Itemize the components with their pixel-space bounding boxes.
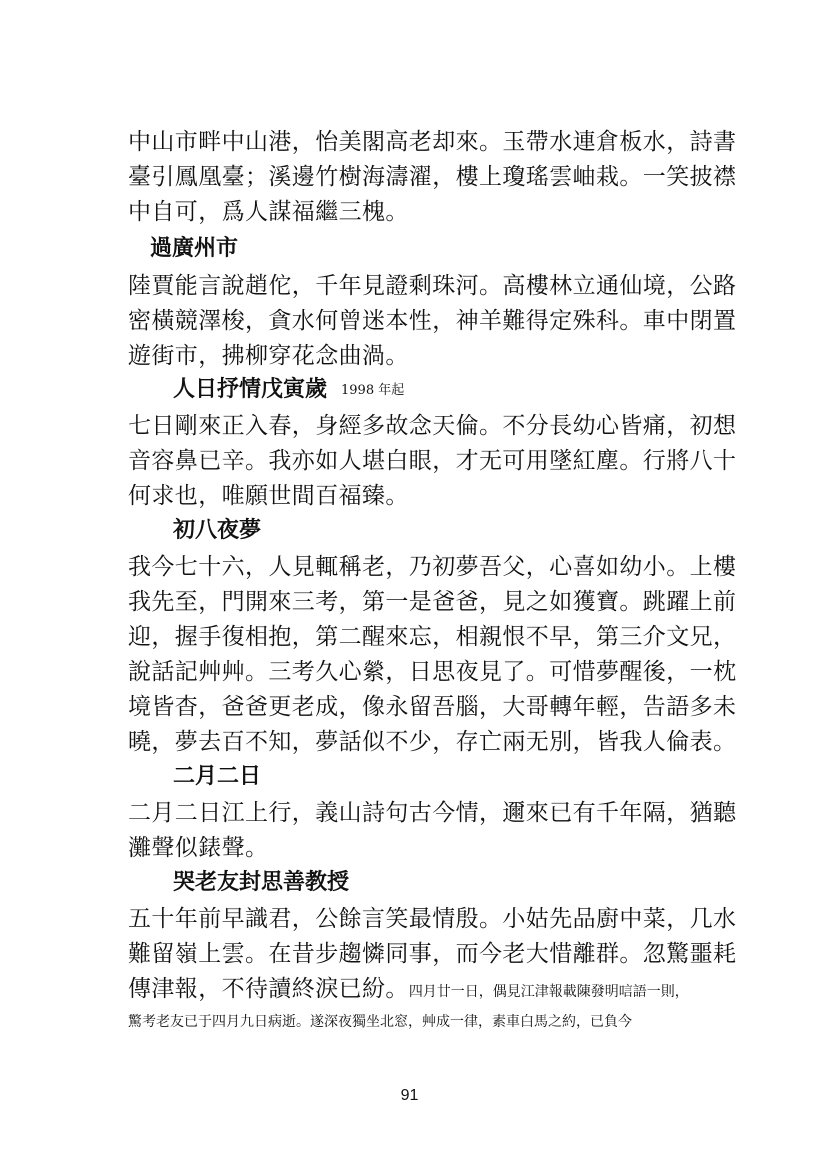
poem-line: 密橫競澤梭，貪水何曾迷本性，神羊難得定殊科。車中閉置 — [128, 308, 737, 334]
poem-title — [150, 234, 238, 264]
poem-body — [128, 550, 737, 760]
poem-line: 音容鼻已辛。我亦如人堪白眼，才无可用墜紅塵。行將八十 — [128, 448, 737, 474]
poem-title-text: 初八夜夢 — [173, 518, 262, 543]
poem-title-text: 二月二日 — [173, 764, 262, 789]
page-number: 91 — [400, 1087, 419, 1104]
poem-title-text: 過廣州市 — [150, 236, 239, 261]
poem-line: 七日剛來正入春，身經多故念天倫。不分長幼心皆痛，初想 — [128, 413, 737, 439]
poem-body — [128, 409, 737, 514]
poem-body — [128, 269, 737, 374]
poem-line-text: 傳津報，不待讀終淚已紛。 — [128, 976, 409, 1002]
poem-line: 境皆杳，爸爸更老成，像永留吾腦，大哥轉年輕，告語多未 — [128, 694, 737, 720]
poem-line — [128, 972, 728, 1007]
poem-title-text: 哭老友封思善教授 — [173, 870, 350, 895]
poem-line: 我今七十六，人見輒稱老，乃初夢吾父，心喜如幼小。上樓 — [128, 554, 737, 580]
poem-body — [128, 902, 737, 1037]
poem-title — [173, 375, 404, 406]
date-note: 1998 年起 — [341, 383, 405, 398]
poem-title — [173, 868, 349, 898]
poem-body — [128, 796, 737, 866]
poem-line: 灘聲似錶聲。 — [128, 835, 269, 861]
poem-line: 曉，夢去百不知，夢話似不少，存亡兩无別，皆我人倫表。 — [128, 729, 737, 755]
poem-line: 臺引鳳凰臺；溪邊竹樹海濤濯，樓上瓊瑤雲岫栽。一笑披襟 — [128, 164, 737, 190]
poem-line: 何求也，唯願世間百福臻。 — [128, 483, 409, 509]
poem-note: 四月廿一日，偶見江津報載陳發明唁語一則， — [408, 984, 689, 1000]
poem-line: 說話記艸艸。三考久心縈，日思夜見了。可惜夢醒後，一枕 — [128, 659, 737, 685]
poem-body — [128, 125, 737, 230]
poem-line: 陸賈能言說趙佗，千年見證剩珠河。高樓林立通仙境，公路 — [128, 273, 737, 299]
poem-line: 迎，握手復相抱，第二醒來忘，相親恨不早，第三介文兄， — [128, 624, 737, 650]
poem-note-line: 驚考老友已于四月九日病逝。遂深夜獨坐北窓，艸成一律，素車白馬之約，已負今 — [128, 1014, 632, 1030]
poem-line: 難留嶺上雲。在昔步趨憐同事，而今老大惜離群。忽驚噩耗 — [128, 941, 737, 967]
poem-line: 二月二日江上行，義山詩句古今情，邇來已有千年隔，猶聽 — [128, 800, 737, 826]
poem-title — [173, 762, 261, 792]
poem-title-text: 人日抒情戊寅歲 — [173, 377, 328, 402]
poem-line: 我先至，門開來三考，第一是爸爸，見之如獲寶。跳躍上前 — [128, 589, 737, 615]
poem-line: 中自可，爲人謀福繼三槐。 — [128, 199, 409, 225]
poem-line: 遊街市，拂柳穿花念曲渦。 — [128, 343, 409, 369]
poem-line: 中山市畔中山港，怡美閣高老却來。玉帶水連倉板水，詩書 — [128, 129, 737, 155]
poem-title — [173, 516, 261, 546]
poem-line: 五十年前早識君，公餘言笑最情殷。小姑先品廚中菜，几水 — [128, 906, 737, 932]
